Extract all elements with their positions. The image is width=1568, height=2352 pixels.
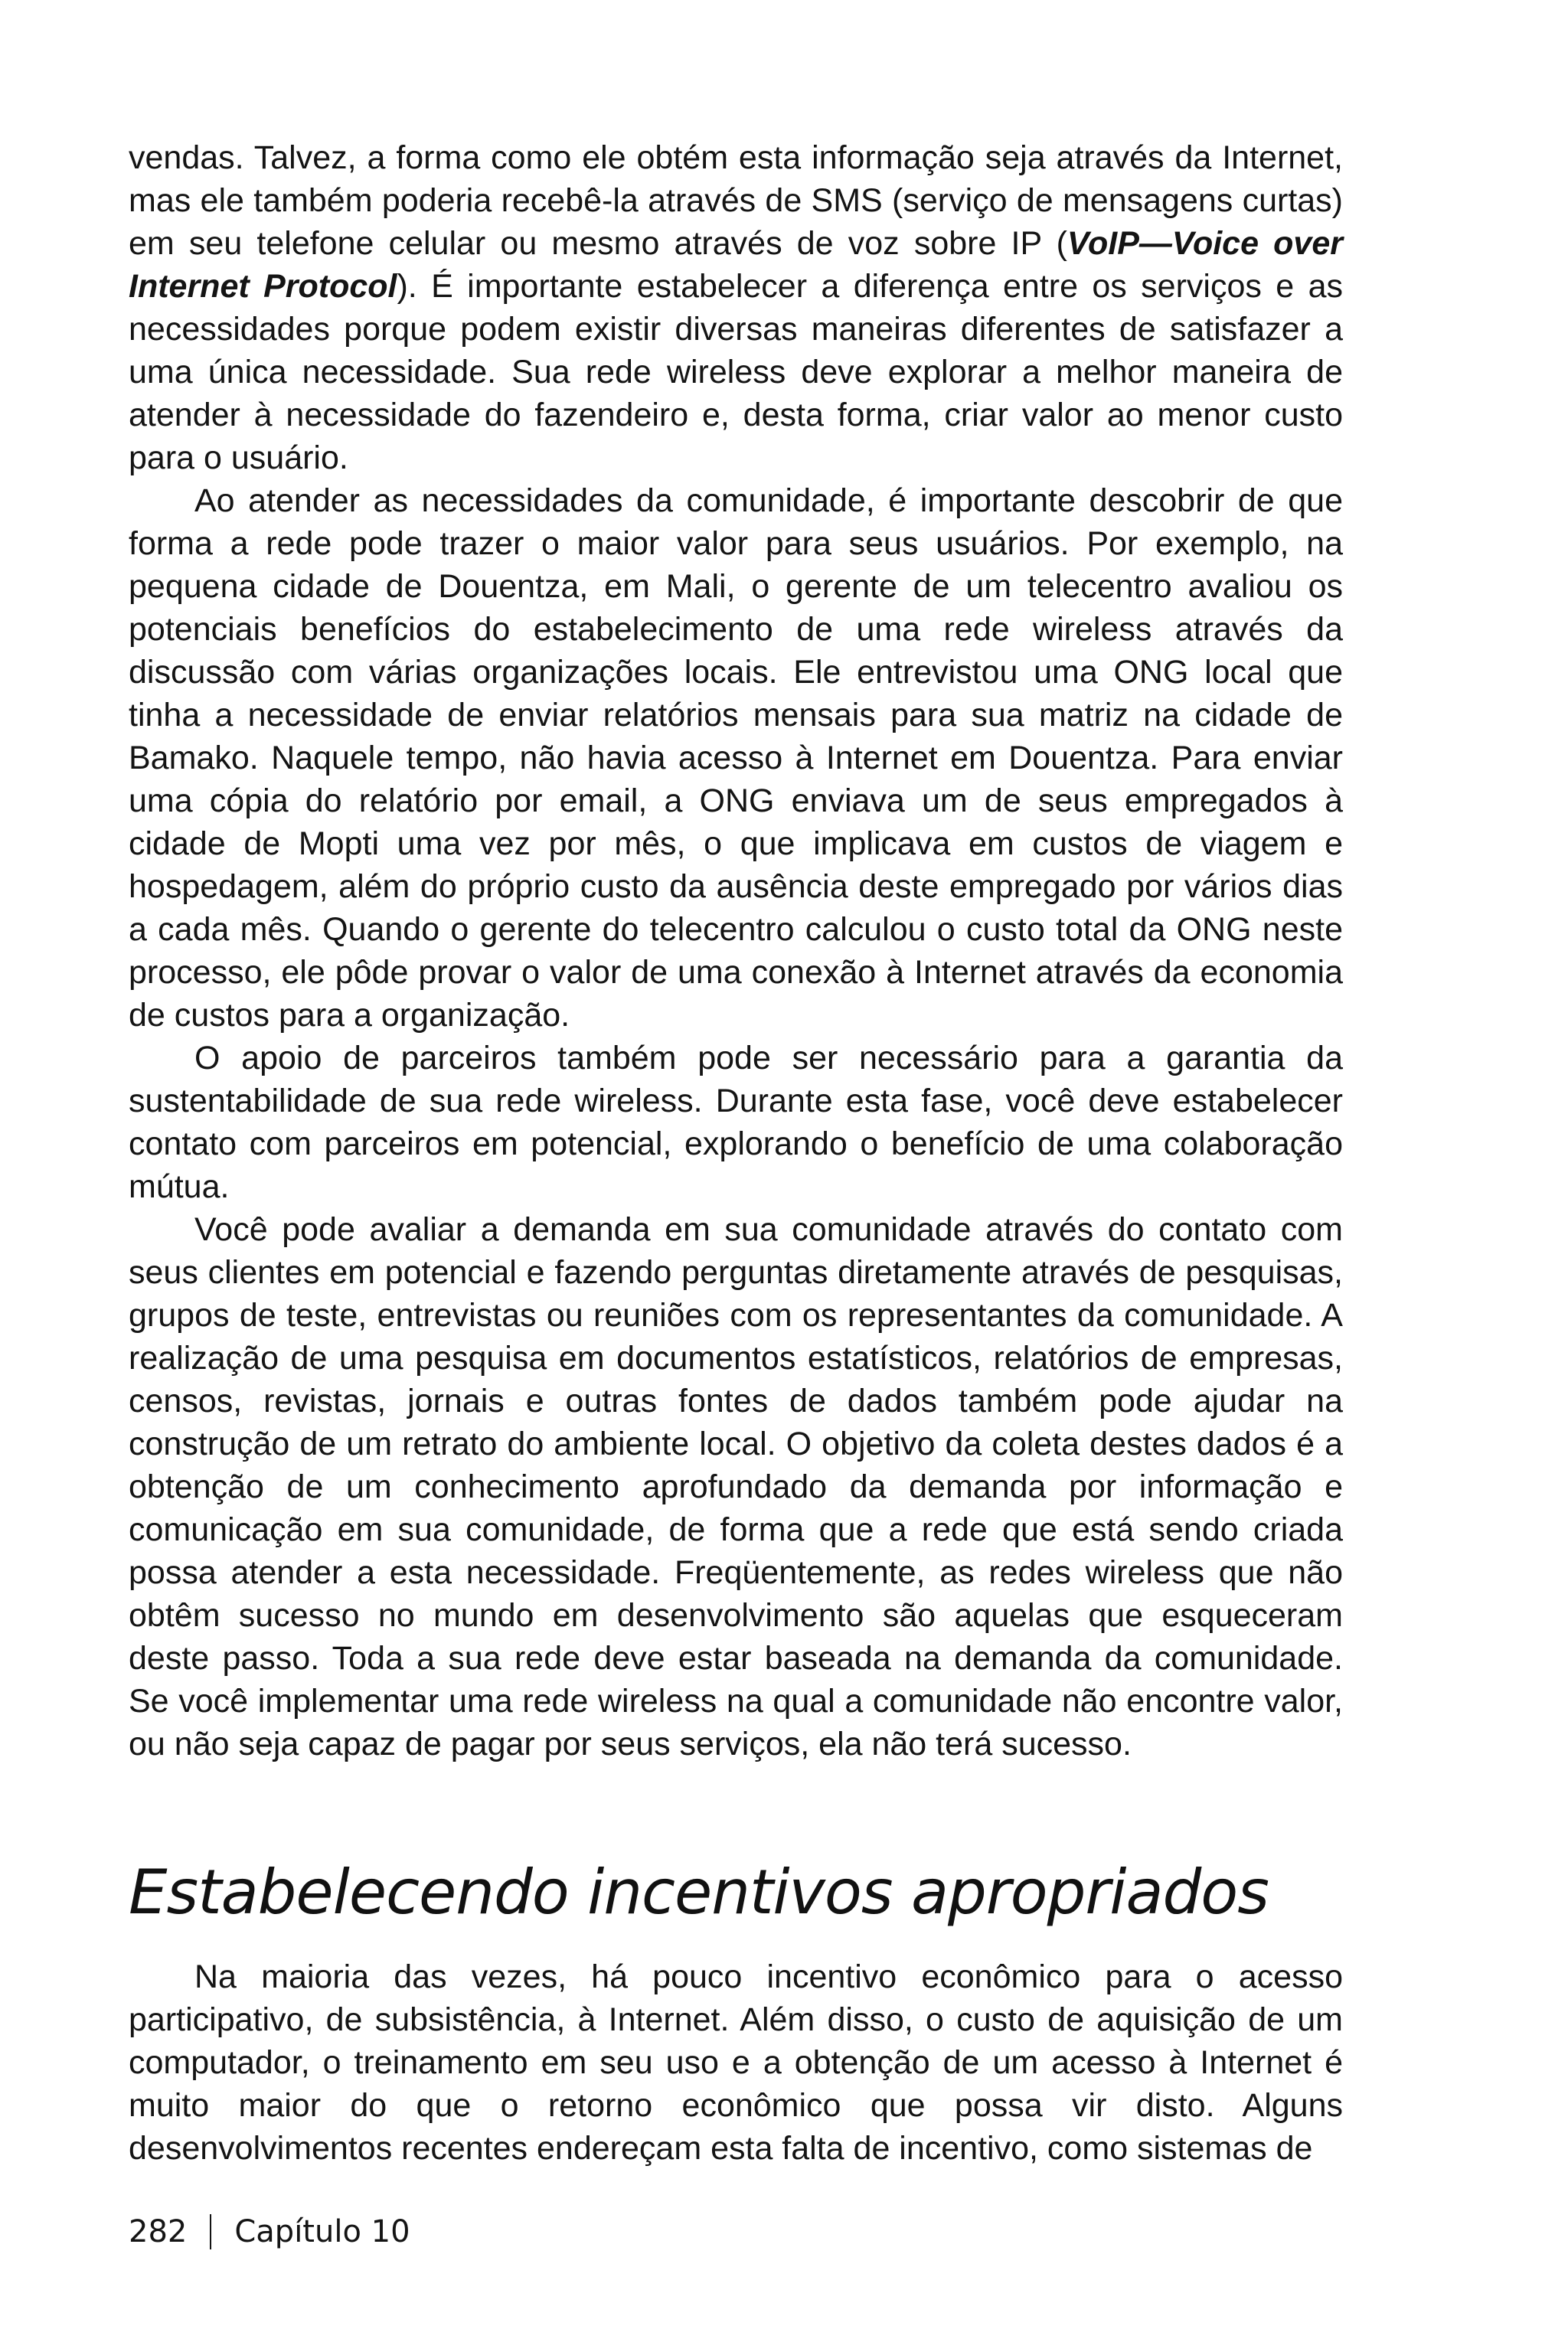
page-body	[129, 136, 1343, 1766]
paragraph-partners: O apoio de parceiros também pode ser necessário para a garantia da sustentabilidade de sua rede wireless. Durante esta fase, você deve estabelecer contato com parceiros em potencial, explorando o benefício de uma colaboração mútua.	[129, 1040, 1343, 1205]
page-number: 282	[129, 2214, 188, 2249]
paragraph-text: ). É importante estabelecer a diferença entre os serviços e as necessidades porque podem existir diversas maneiras diferentes de satisfazer a uma única necessidade. Sua rede wireless deve explorar a melhor maneira de atender à necessidade do fazendeiro e, desta forma, criar valor ao menor custo para o usuário.	[129, 268, 1343, 476]
page-footer	[129, 2213, 410, 2251]
paragraph-continuation	[129, 136, 1343, 479]
paragraph-incentives: Na maioria das vezes, há pouco incentivo econômico para o acesso participativo, de subsistência, à Internet. Além disso, o custo de aquisição de um computador, o treinamento em seu uso e a obtenção de um acesso à Internet é muito maior do que o retorno econômico que possa vir disto. Alguns desenvolvimentos recentes endereçam esta falta de incentivo, como sistemas de	[129, 1958, 1343, 2167]
voip-emphasis: VoIP—Voice over Internet Protocol	[129, 225, 1343, 305]
paragraph-douentza: Ao atender as necessidades da comunidade, é importante descobrir de que forma a rede pode trazer o maior valor para seus usuários. Por exemplo, na pequena cidade de Douentza, em Mali, o gerente de um telecentro avaliou os potenciais benefícios do estabelecimento de uma rede wireless através da discussão com várias organizações locais. Ele entrevistou uma ONG local que tinha a necessidade de enviar relatórios mensais para sua matriz na cidade de Bamako. Naquele tempo, não havia acesso à Internet em Douentza. Para enviar uma cópia do relatório por email, a ONG enviava um de seus empregados à cidade de Mopti uma vez por mês, o que implicava em custos de viagem e hospedagem, além do próprio custo da ausência deste empregado por vários dias a cada mês. Quando o gerente do telecentro calculou o custo total da ONG neste processo, ele pôde provar o valor de uma conexão à Internet através da economia de custos para a organização.	[129, 482, 1343, 1034]
section-body	[129, 1955, 1343, 2170]
paragraph-demand: Você pode avaliar a demanda em sua comunidade através do contato com seus clientes em potencial e fazendo perguntas diretamente através de pesquisas, grupos de teste, entrevistas ou reuniões com os representantes da comunidade. A realização de uma pesquisa em documentos estatísticos, relatórios de empresas, censos, revistas, jornais e outras fontes de dados também pode ajudar na construção de um retrato do ambiente local. O objetivo da coleta destes dados é a obtenção de um conhecimento aprofundado da demanda por informação e comunicação em sua comunidade, de forma que a rede que está sendo criada possa atender a esta necessidade. Freqüentemente, as redes wireless que não obtêm sucesso no mundo em desenvolvimento são aquelas que esqueceram deste passo. Toda a sua rede deve estar baseada na demanda da comunidade. Se você implementar uma rede wireless na qual a comunidade não encontre valor, ou não seja capaz de pagar por seus serviços, ela não terá sucesso.	[129, 1211, 1343, 1762]
chapter-label: Capítulo 10	[234, 2214, 410, 2249]
paragraph-text: vendas. Talvez, a forma como ele obtém esta informação seja através da Internet, mas ele também poderia recebê-la através de SMS (serviço de mensagens curtas) em seu telefone celular ou mesmo através de voz sobre IP (	[129, 139, 1343, 262]
section-heading: Estabelecendo incentivos apropriados	[129, 1857, 1269, 1928]
footer-divider	[210, 2214, 211, 2249]
